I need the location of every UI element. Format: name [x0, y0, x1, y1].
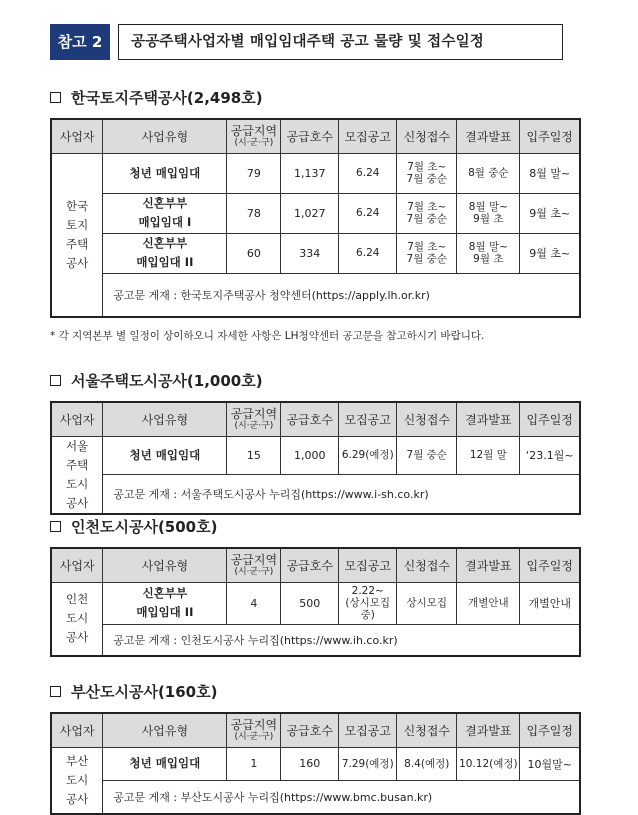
col-header-units: 공급호수	[281, 713, 339, 747]
type-cell	[103, 747, 227, 780]
notice-line: 2.22~	[351, 585, 384, 597]
table-row	[51, 436, 580, 475]
type-line: 매입임대 II	[136, 605, 194, 619]
col-header-units: 공급호수	[281, 402, 339, 436]
section-heading-count: (500호)	[157, 517, 218, 536]
col-header-region-label: 공급지역	[230, 123, 278, 138]
org-name-line: 도시	[66, 611, 89, 626]
col-header-region-label: 공급지역	[230, 406, 278, 421]
checkbox-icon	[50, 92, 61, 103]
notice-text: 공고문 게재 : 한국토지주택공사 청약센터(https://apply.lh.or.kr)	[103, 273, 580, 317]
table-row	[51, 747, 580, 780]
section-heading-name: 서울주택도시공사	[71, 371, 187, 390]
notice-line: (상시모집	[345, 597, 391, 609]
notice-cell: 6.24	[339, 233, 397, 273]
col-header-region-sub: (시·군·구)	[234, 566, 274, 577]
result-line: 10.12(예정)	[459, 757, 518, 770]
col-header-region	[227, 713, 281, 747]
section-heading-count: (160호)	[157, 682, 218, 701]
footnote: * 각 지역본부 별 일정이 상이하오니 자세한 사항은 LH청약센터 공고문을 참고하시기 바랍니다.	[50, 330, 485, 342]
region-cell: 60	[227, 233, 281, 273]
section-2	[50, 369, 581, 515]
table-row	[51, 153, 580, 193]
result-cell	[457, 233, 520, 273]
col-header-type: 사업유형	[103, 119, 227, 153]
apply-cell	[397, 436, 457, 475]
col-header-region	[227, 548, 281, 582]
type-line: 청년 매입임대	[129, 447, 201, 462]
result-cell	[457, 153, 520, 193]
schedule-table	[50, 118, 581, 318]
units-cell: 1,137	[281, 153, 339, 193]
apply-cell	[397, 582, 457, 624]
org-name-line: 부산	[66, 753, 89, 768]
col-header-apply: 신청접수	[397, 402, 457, 436]
header-row	[51, 713, 580, 747]
result-cell	[457, 747, 520, 780]
checkbox-icon	[50, 521, 61, 532]
notice-row	[51, 624, 580, 656]
header-row	[51, 548, 580, 582]
section-4	[50, 680, 581, 815]
col-header-org: 사업자	[51, 548, 103, 582]
org-name-line: 공사	[66, 791, 89, 806]
col-header-org: 사업자	[51, 402, 103, 436]
apply-cell	[397, 193, 457, 233]
schedule-table	[50, 712, 581, 815]
result-cell	[457, 436, 520, 475]
col-header-type: 사업유형	[103, 402, 227, 436]
type-line: 신혼부부	[142, 586, 188, 600]
notice-cell: 6.24	[339, 153, 397, 193]
type-line: 청년 매입임대	[129, 756, 201, 770]
org-cell	[51, 747, 103, 814]
col-header-type: 사업유형	[103, 713, 227, 747]
result-line: 8월 중순	[468, 167, 509, 179]
notice-text: 공고문 게재 : 서울주택도시공사 누리집(https://www.i-sh.co.kr)	[103, 475, 580, 514]
col-header-result: 결과발표	[457, 402, 520, 436]
col-header-apply: 신청접수	[397, 548, 457, 582]
notice-row	[51, 273, 580, 317]
org-cell	[51, 153, 103, 317]
col-header-result: 결과발표	[457, 119, 520, 153]
movein-cell: 9월 초~	[520, 193, 580, 233]
col-header-org: 사업자	[51, 119, 103, 153]
org-name-line: 서울	[66, 438, 89, 453]
notice-line: 중)	[360, 609, 375, 621]
apply-line: 상시모집	[406, 597, 448, 609]
page-title-bar	[50, 24, 563, 60]
movein-cell: 10월말~	[520, 747, 580, 780]
org-name-line: 공사	[66, 255, 89, 270]
result-line: 8월 말~	[468, 201, 508, 213]
col-header-region-sub: (시·군·구)	[234, 420, 274, 431]
units-cell: 160	[281, 747, 339, 780]
col-header-region-sub: (시·군·구)	[234, 137, 274, 148]
notice-cell: 6.24	[339, 193, 397, 233]
col-header-region-sub: (시·군·구)	[234, 731, 274, 742]
col-header-notice: 모집공고	[339, 548, 397, 582]
col-header-units: 공급호수	[281, 119, 339, 153]
apply-line: 7월 초~	[407, 201, 447, 213]
type-line: 매입임대 I	[138, 215, 192, 229]
col-header-movein: 입주일정	[520, 402, 580, 436]
col-header-type: 사업유형	[103, 548, 227, 582]
apply-line: 7월 중순	[406, 173, 447, 185]
notice-cell: 7.29(예정)	[339, 747, 397, 780]
col-header-result: 결과발표	[457, 713, 520, 747]
type-cell	[103, 436, 227, 475]
org-name-line: 주택	[66, 457, 89, 472]
result-line: 9월 초	[473, 213, 504, 225]
org-cell	[51, 436, 103, 514]
notice-row	[51, 780, 580, 814]
section-1	[50, 86, 581, 318]
org-name-line: 공사	[66, 495, 89, 510]
col-header-result: 결과발표	[457, 548, 520, 582]
header-row	[51, 402, 580, 436]
org-name-line: 도시	[66, 772, 89, 787]
apply-line: 7월 초~	[407, 161, 447, 173]
region-cell: 4	[227, 582, 281, 624]
apply-cell	[397, 153, 457, 193]
notice-text: 공고문 게재 : 인천도시공사 누리집(https://www.ih.co.kr)	[103, 624, 580, 656]
notice-cell	[339, 582, 397, 624]
org-name-line: 토지	[66, 217, 89, 232]
org-cell	[51, 582, 103, 656]
result-line: 8월 말~	[468, 241, 508, 253]
col-header-movein: 입주일정	[520, 119, 580, 153]
notice-row	[51, 475, 580, 514]
type-line: 청년 매입임대	[129, 165, 201, 180]
region-cell: 79	[227, 153, 281, 193]
section-heading-count: (1,000호)	[186, 371, 263, 390]
reference-badge: 참고 2	[50, 24, 110, 60]
org-name-line: 공사	[66, 630, 89, 645]
col-header-notice: 모집공고	[339, 119, 397, 153]
notice-cell: 6.29(예정)	[339, 436, 397, 475]
section-3	[50, 515, 581, 657]
col-header-org: 사업자	[51, 713, 103, 747]
header-row	[51, 119, 580, 153]
type-cell	[103, 193, 227, 233]
type-cell	[103, 153, 227, 193]
movein-cell: 8월 말~	[520, 153, 580, 193]
apply-line: 8.4(예정)	[404, 757, 450, 770]
result-cell	[457, 582, 520, 624]
section-heading-count: (2,498호)	[186, 88, 263, 107]
section-heading	[50, 86, 581, 108]
movein-cell: 9월 초~	[520, 233, 580, 273]
col-header-region	[227, 119, 281, 153]
units-cell: 1,000	[281, 436, 339, 475]
movein-cell: 개별안내	[520, 582, 580, 624]
apply-line: 7월 초~	[407, 241, 447, 253]
region-cell: 15	[227, 436, 281, 475]
section-heading	[50, 369, 581, 391]
table-row	[51, 582, 580, 624]
notice-text: 공고문 게재 : 부산도시공사 누리집(https://www.bmc.busan.kr)	[103, 780, 580, 814]
type-line: 신혼부부	[142, 236, 188, 250]
section-heading	[50, 515, 581, 537]
apply-cell	[397, 747, 457, 780]
schedule-table	[50, 547, 581, 657]
apply-line: 7월 중순	[406, 213, 447, 225]
col-header-movein: 입주일정	[520, 548, 580, 582]
col-header-notice: 모집공고	[339, 713, 397, 747]
org-name-line: 주택	[66, 236, 89, 251]
type-line: 매입임대 II	[136, 255, 194, 269]
col-header-units: 공급호수	[281, 548, 339, 582]
units-cell: 500	[281, 582, 339, 624]
result-cell	[457, 193, 520, 233]
region-cell: 78	[227, 193, 281, 233]
apply-line: 7월 중순	[406, 253, 447, 265]
section-heading-name: 부산도시공사	[71, 682, 158, 701]
table-row	[51, 233, 580, 273]
section-heading	[50, 680, 581, 702]
col-header-apply: 신청접수	[397, 119, 457, 153]
apply-cell	[397, 233, 457, 273]
col-header-region-label: 공급지역	[230, 717, 278, 732]
col-header-movein: 입주일정	[520, 713, 580, 747]
result-line: 12월 말	[469, 449, 507, 462]
checkbox-icon	[50, 375, 61, 386]
result-line: 9월 초	[473, 253, 504, 265]
section-heading-name: 인천도시공사	[71, 517, 158, 536]
org-name-line: 도시	[66, 476, 89, 491]
type-cell	[103, 582, 227, 624]
result-line: 개별안내	[468, 597, 509, 609]
movein-cell: ‘23.1월~	[520, 436, 580, 475]
type-cell	[103, 233, 227, 273]
units-cell: 1,027	[281, 193, 339, 233]
org-name-line: 인천	[66, 592, 89, 607]
table-row	[51, 193, 580, 233]
schedule-table	[50, 401, 581, 515]
region-cell: 1	[227, 747, 281, 780]
col-header-notice: 모집공고	[339, 402, 397, 436]
type-line: 신혼부부	[142, 196, 188, 210]
apply-line: 7월 중순	[406, 449, 447, 462]
checkbox-icon	[50, 686, 61, 697]
page-title: 공공주택사업자별 매입임대주택 공고 물량 및 접수일정	[118, 24, 563, 60]
col-header-region	[227, 402, 281, 436]
col-header-apply: 신청접수	[397, 713, 457, 747]
section-heading-name: 한국토지주택공사	[71, 88, 187, 107]
col-header-region-label: 공급지역	[230, 552, 278, 567]
units-cell: 334	[281, 233, 339, 273]
org-name-line: 한국	[66, 198, 89, 213]
